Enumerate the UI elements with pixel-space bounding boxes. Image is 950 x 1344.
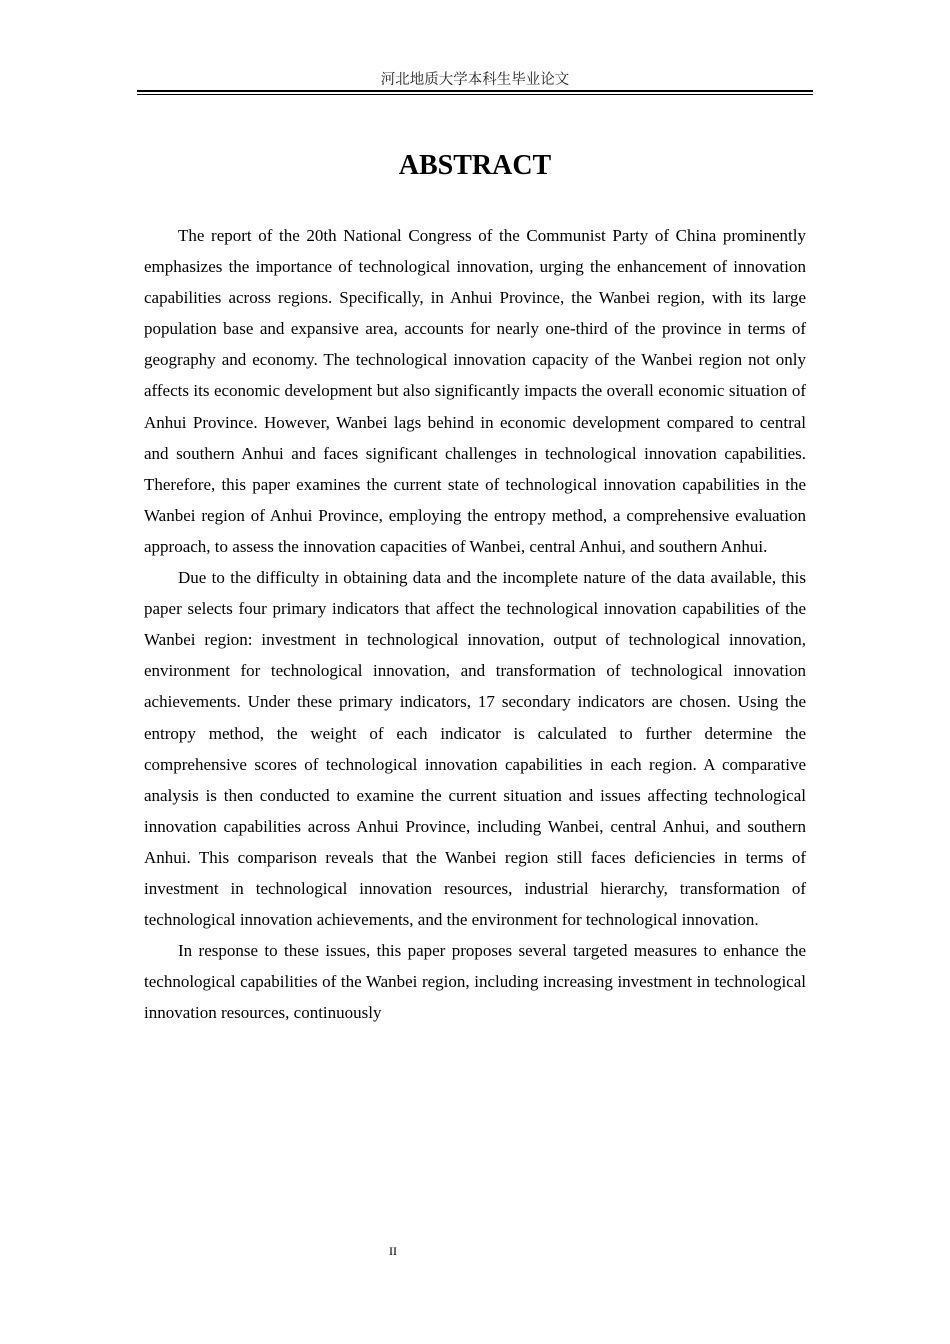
page-number: II: [389, 1244, 397, 1258]
abstract-paragraph-2: Due to the difficulty in obtaining data and the incomplete nature of the data available, this paper selects four primary indicators that affect the technological innovation capabilities of the Wanbei region: investment in technological innovation, output of technological innovation, environment for technological innovation, and transformation of technological innovation achievements. Under these primary indicators, 17 secondary indicators are chosen. Using the entropy method, the weight of each indicator is calculated to further determine the comprehensive scores of technological innovation capabilities in each region. A comparative analysis is then conducted to examine the current situation and issues affecting technological innovation capabilities across Anhui Province, including Wanbei, central Anhui, and southern Anhui. This comparison reveals that the Wanbei region still faces deficiencies in terms of investment in technological innovation resources, industrial hierarchy, transformation of technological innovation achievements, and the environment for technological innovation.: [144, 568, 806, 930]
abstract-paragraph-3: In response to these issues, this paper proposes several targeted measures to enhance the technological capabilities of the Wanbei region, including increasing investment in technological innovation resources, continuously: [144, 941, 806, 1023]
abstract-paragraph-1: The report of the 20th National Congress of the Communist Party of China prominently emphasizes the importance of technological innovation, urging the enhancement of innovation capabilities across regions. Specifically, in Anhui Province, the Wanbei region, with its large population base and expansive area, accounts for nearly one-third of the province in terms of geography and economy. The technological innovation capacity of the Wanbei region not only affects its economic development but also significantly impacts the overall economic situation of Anhui Province. However, Wanbei lags behind in economic development compared to central and southern Anhui and faces significant challenges in technological innovation capabilities. Therefore, this paper examines the current state of technological innovation capabilities in the Wanbei region of Anhui Province, employing the entropy method, a comprehensive evaluation approach, to assess the innovation capacities of Wanbei, central Anhui, and southern Anhui.: [144, 226, 806, 556]
abstract-title: ABSTRACT: [398, 150, 552, 181]
header-rule-thin: [137, 94, 813, 95]
page-header: 河北地质大学本科生毕业论文: [380, 72, 570, 88]
header-rule-thick: [137, 90, 813, 92]
abstract-body: [144, 220, 806, 1028]
